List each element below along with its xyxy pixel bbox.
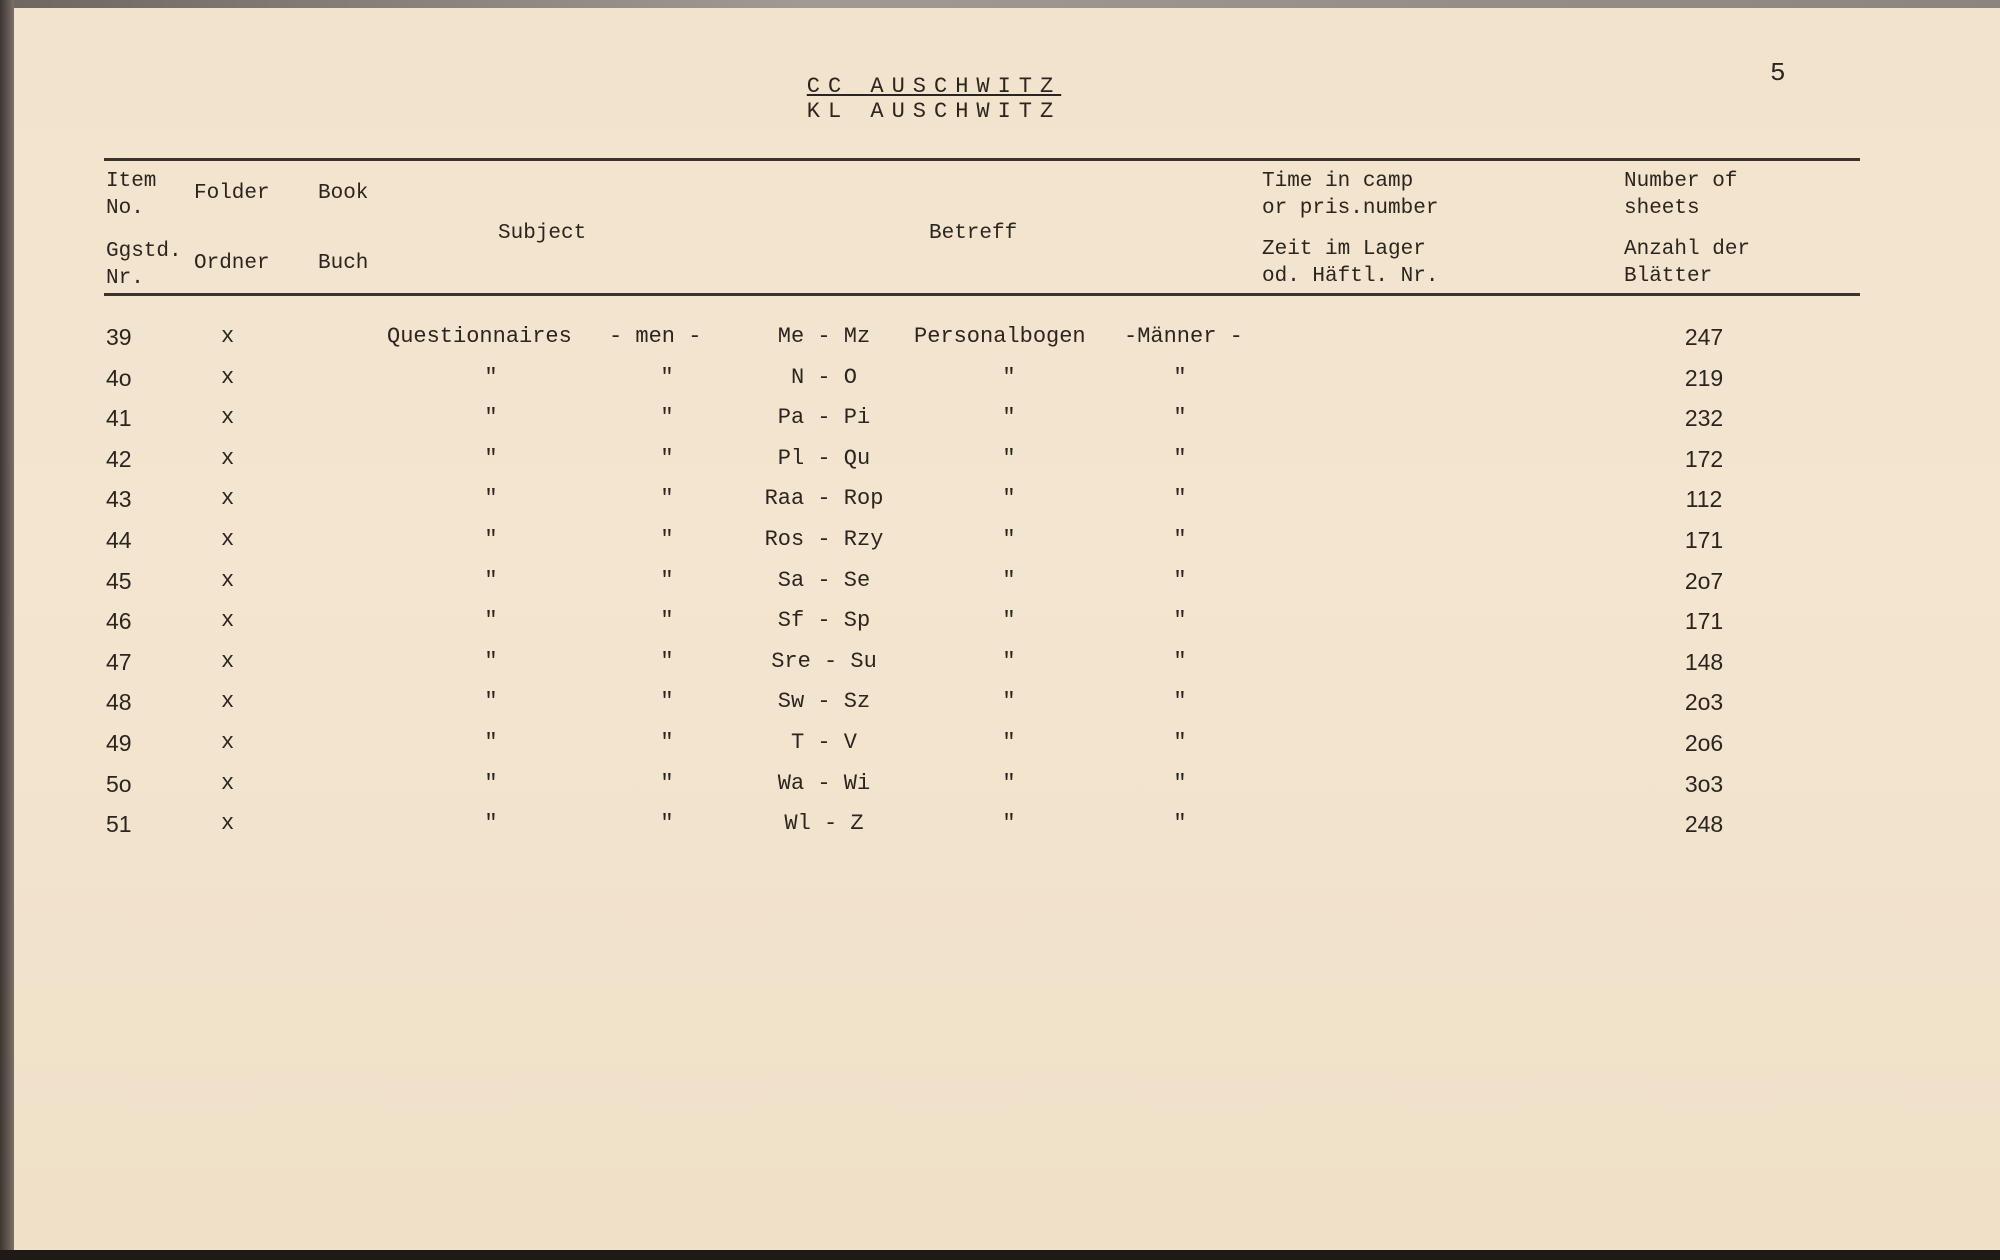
cell-name-range: Raa - Rop bbox=[764, 486, 884, 511]
cell-betreff: Personalbogen bbox=[914, 324, 1086, 349]
header-subject: Subject bbox=[498, 222, 587, 245]
page-number: 5 bbox=[1770, 58, 1786, 88]
cell-name-range: Me - Mz bbox=[777, 324, 871, 349]
cell-gender-de: " bbox=[1173, 446, 1187, 471]
cell-item-number: 42 bbox=[106, 446, 132, 472]
cell-sheet-count: 112 bbox=[1685, 486, 1723, 512]
cell-item-number: 41 bbox=[106, 405, 132, 431]
cell-item-number: 43 bbox=[106, 486, 132, 512]
cell-sheet-count: 247 bbox=[1684, 324, 1724, 350]
cell-gender-en: " bbox=[660, 365, 674, 390]
cell-gender-de: " bbox=[1173, 811, 1187, 836]
table-header-rule bbox=[104, 293, 1860, 296]
cell-folder: x bbox=[221, 446, 235, 471]
cell-gender-de: " bbox=[1173, 689, 1187, 714]
cell-folder: x bbox=[221, 811, 235, 836]
cell-subject: " bbox=[484, 486, 498, 511]
cell-gender-en: " bbox=[660, 405, 674, 430]
cell-gender-en: " bbox=[660, 689, 674, 714]
cell-name-range: Ros - Rzy bbox=[764, 527, 884, 552]
cell-name-range: T - V bbox=[790, 730, 857, 755]
cell-name-range: Pl - Qu bbox=[777, 446, 871, 471]
cell-item-number: 51 bbox=[106, 811, 132, 837]
cell-betreff: " bbox=[1002, 730, 1016, 755]
header-item-en: Item No. bbox=[106, 170, 157, 220]
cell-subject: " bbox=[484, 568, 498, 593]
cell-subject: Questionnaires bbox=[387, 324, 572, 349]
cell-folder: x bbox=[221, 730, 235, 755]
header-betreff: Betreff bbox=[929, 222, 1018, 245]
cell-item-number: 46 bbox=[106, 608, 132, 634]
cell-sheet-count: 172 bbox=[1684, 446, 1724, 472]
header-folder-de: Ordner bbox=[194, 252, 270, 275]
cell-gender-en: " bbox=[660, 811, 674, 836]
cell-gender-de: " bbox=[1173, 365, 1187, 390]
cell-sheet-count: 232 bbox=[1684, 405, 1724, 431]
scan-bottom-edge bbox=[0, 1250, 2000, 1260]
cell-name-range: Wl - Z bbox=[784, 811, 864, 836]
cell-folder: x bbox=[221, 568, 235, 593]
cell-sheet-count: 171 bbox=[1684, 608, 1724, 634]
header-item-de: Ggstd. Nr. bbox=[106, 240, 182, 290]
cell-subject: " bbox=[484, 405, 498, 430]
cell-name-range: Sre - Su bbox=[771, 649, 877, 674]
cell-sheet-count: 171 bbox=[1684, 527, 1724, 553]
cell-gender-en: " bbox=[660, 527, 674, 552]
cell-item-number: 4o bbox=[106, 365, 132, 391]
cell-betreff: " bbox=[1002, 486, 1016, 511]
cell-sheet-count: 3o3 bbox=[1684, 771, 1724, 797]
cell-sheet-count: 2o6 bbox=[1684, 730, 1724, 756]
cell-sheet-count: 2o7 bbox=[1684, 568, 1724, 594]
cell-name-range: Pa - Pi bbox=[777, 405, 871, 430]
title-line-1: CC AUSCHWITZ bbox=[806, 74, 1062, 99]
header-book-de: Buch bbox=[318, 252, 369, 275]
cell-subject: " bbox=[484, 811, 498, 836]
cell-item-number: 5o bbox=[106, 771, 132, 797]
cell-sheet-count: 219 bbox=[1684, 365, 1724, 391]
cell-betreff: " bbox=[1002, 365, 1016, 390]
cell-betreff: " bbox=[1002, 446, 1016, 471]
header-sheets-en: Number of sheets bbox=[1624, 170, 1738, 220]
cell-gender-en: " bbox=[660, 649, 674, 674]
cell-name-range: Sf - Sp bbox=[777, 608, 871, 633]
table-top-rule bbox=[104, 158, 1860, 161]
cell-name-range: N - O bbox=[790, 365, 857, 390]
scan-left-edge bbox=[0, 0, 14, 1260]
cell-subject: " bbox=[484, 446, 498, 471]
cell-folder: x bbox=[221, 771, 235, 796]
cell-subject: " bbox=[484, 608, 498, 633]
cell-betreff: " bbox=[1002, 689, 1016, 714]
cell-betreff: " bbox=[1002, 527, 1016, 552]
header-time-en: Time in camp or pris.number bbox=[1262, 170, 1439, 220]
cell-gender-de: -Männer - bbox=[1124, 324, 1243, 349]
cell-subject: " bbox=[484, 649, 498, 674]
cell-item-number: 47 bbox=[106, 649, 132, 675]
cell-gender-en: " bbox=[660, 771, 674, 796]
cell-gender-en: " bbox=[660, 486, 674, 511]
cell-sheet-count: 2o3 bbox=[1684, 689, 1724, 715]
title-line-2: KL AUSCHWITZ bbox=[806, 99, 1062, 124]
cell-item-number: 45 bbox=[106, 568, 132, 594]
cell-item-number: 44 bbox=[106, 527, 132, 553]
cell-betreff: " bbox=[1002, 608, 1016, 633]
cell-sheet-count: 248 bbox=[1684, 811, 1724, 837]
cell-gender-de: " bbox=[1173, 405, 1187, 430]
cell-betreff: " bbox=[1002, 405, 1016, 430]
cell-betreff: " bbox=[1002, 568, 1016, 593]
cell-folder: x bbox=[221, 608, 235, 633]
header-book-en: Book bbox=[318, 182, 369, 205]
cell-subject: " bbox=[484, 689, 498, 714]
header-sheets-de: Anzahl der Blätter bbox=[1624, 238, 1751, 288]
cell-folder: x bbox=[221, 486, 235, 511]
cell-folder: x bbox=[221, 365, 235, 390]
cell-subject: " bbox=[484, 730, 498, 755]
cell-betreff: " bbox=[1002, 771, 1016, 796]
cell-folder: x bbox=[221, 527, 235, 552]
cell-subject: " bbox=[484, 527, 498, 552]
cell-folder: x bbox=[221, 689, 235, 714]
cell-gender-de: " bbox=[1173, 608, 1187, 633]
cell-betreff: " bbox=[1002, 649, 1016, 674]
cell-name-range: Wa - Wi bbox=[777, 771, 871, 796]
cell-gender-de: " bbox=[1173, 771, 1187, 796]
cell-gender-en: " bbox=[660, 608, 674, 633]
cell-name-range: Sa - Se bbox=[777, 568, 871, 593]
cell-gender-en: " bbox=[660, 730, 674, 755]
cell-gender-de: " bbox=[1173, 486, 1187, 511]
cell-subject: " bbox=[484, 771, 498, 796]
cell-gender-de: " bbox=[1173, 527, 1187, 552]
scan-top-edge bbox=[0, 0, 2000, 8]
cell-gender-en: " bbox=[660, 568, 674, 593]
document-page bbox=[14, 8, 2000, 1250]
cell-name-range: Sw - Sz bbox=[777, 689, 871, 714]
cell-gender-de: " bbox=[1173, 649, 1187, 674]
cell-gender-en: - men - bbox=[609, 324, 702, 349]
header-folder-en: Folder bbox=[194, 182, 270, 205]
cell-folder: x bbox=[221, 324, 235, 349]
header-time-de: Zeit im Lager od. Häftl. Nr. bbox=[1262, 238, 1439, 288]
cell-folder: x bbox=[221, 405, 235, 430]
cell-betreff: " bbox=[1002, 811, 1016, 836]
cell-item-number: 48 bbox=[106, 689, 132, 715]
cell-gender-de: " bbox=[1173, 730, 1187, 755]
cell-sheet-count: 148 bbox=[1684, 649, 1724, 675]
cell-folder: x bbox=[221, 649, 235, 674]
cell-gender-en: " bbox=[660, 446, 674, 471]
cell-subject: " bbox=[484, 365, 498, 390]
cell-item-number: 39 bbox=[106, 324, 132, 350]
cell-gender-de: " bbox=[1173, 568, 1187, 593]
cell-item-number: 49 bbox=[106, 730, 132, 756]
